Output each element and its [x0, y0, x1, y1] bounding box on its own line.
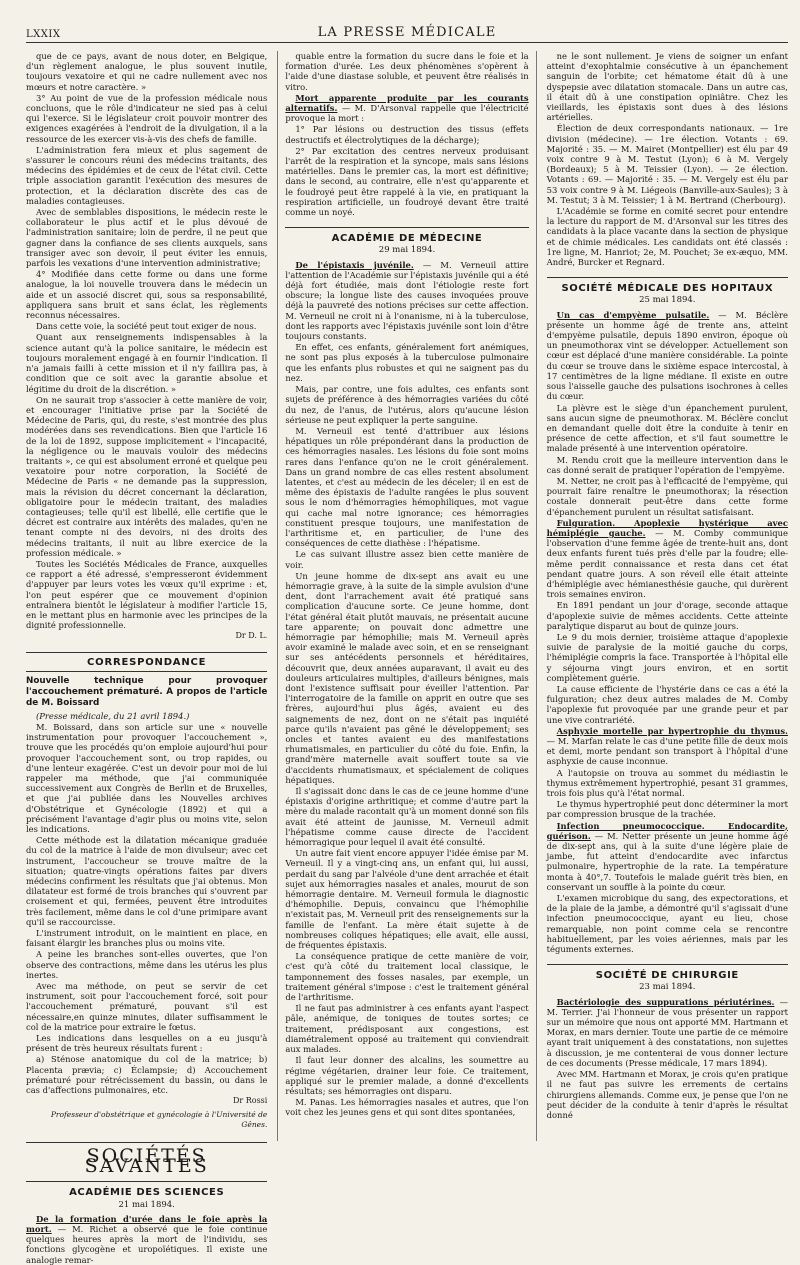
paragraph: A l'autopsie on trouva au sommet du médiastin le thymus extrêmement hypertrophié, pesant 31 grammes, trois fois plus qu'à l'état normal.: [546, 767, 788, 799]
article-lead: Mort apparente produite par les courants alternatifs.: [285, 92, 529, 114]
paragraph: quable entre la formation du sucre dans le foie et la formation d'urée. Les deux phénomènes s'opèrent à l'aide d'une diastase soluble, et peuvent être réalisés in vitro.: [285, 51, 529, 92]
article-text: — M. D'Arsonval rappelle que l'électricité provoque la mort :: [285, 103, 529, 124]
section-heading-chirurgie: SOCIÉTÉ DE CHIRURGIE: [547, 964, 788, 981]
section-heading-hopitaux: SOCIÉTÉ MÉDICALE DES HOPITAUX: [547, 277, 788, 294]
paragraph: Un jeune homme de dix-sept ans avait eu une hémorragie grave, à la suite de la simple avulsion d'une dent, dont l'arrachement avait été pratiqué sans complication d'aucune sorte. Ce jeune homme, dont l'état général était plutôt mauvais, ne présentait aucune tare apparente; on pouvait donc admettre une hémorragie par hémophilie; mais M. Verneuil après avoir examiné le malade avec soin, et en se renseignant sur ses antécédents personnels et héréditaires, découvrit que, deux années auparavant, il avait eu des douleurs articulaires multiples, d'ailleurs bénignes, mais dont l'existence suffisait pour éveiller l'attention. Par l'interrogatoire de la famille on apprit en outre que ses frères, aujourd'hui plus âgés, avaient eu des saignements de nez, dont on ne s'était pas inquiété parce qu'ils n'avaient pas gêné le développement; ses oncles et tantes avaient eu des manifestations rhumatismales, en particulier du côté du foie. Enfin, la grand'mère maternelle avait souffert toute sa vie d'accidents rhumatismaux, et spécialement de coliques hépatiques.: [285, 570, 529, 785]
paragraph: 4° Modifiée dans cette forme ou dans une forme analogue, la loi nouvelle trouvera dans le médecin un aide et un associé discret qui, sous sa responsabilité, appliquera sans bruit et sans éclat, les règlements reconnus nécessaires.: [26, 269, 268, 321]
paragraph: Cette méthode est la dilatation mécanique graduée du col de la matrice à l'aide de mon divulseur; avec cet instrument, l'accoucheur se trouve maître de la situation; quatre-vingts opérations faites par divers médecins confirment les résultats que j'ai obtenus. Mon dilatateur est formé de trois branches qui s'ouvrent par croisement et qui, fermées, peuvent être introduites très facilement, même dans le col d'une primipare avant qu'il se raccourcisse.: [26, 835, 268, 927]
paragraph: Un autre fait vient encore appuyer l'idée émise par M. Verneuil. Il y a vingt-cinq ans, un enfant qui, lui aussi, perdait du sang par l'alvéole d'une dent arrachée et était sujet aux hémorragies nasales et anales, mourut de son hémorragie dentaire. M. Verneuil formula le diagnostic d'hémophilie. Depuis, convaincu que l'hémophilie n'existait pas, M. Verneuil prit des renseignements sur la famille de l'enfant. La mère était sujette à de nombreuses coliques hépatiques; elle avait, elle aussi, de fréquentes épistaxis.: [285, 848, 529, 951]
paragraph: 3° Au point de vue de la profession médicale nous concluons, que le rôle d'indicateur ne sied pas à celui qui l'exerce. Si le législateur croit pouvoir montrer des exigences exagérées à l'endroit de la divulgation, il a la ressource de les exercer vis-à-vis des chefs de famille.: [26, 92, 268, 144]
paragraph: M. Panas. Les hémorragies nasales et autres, que l'on voit chez les jeunes gens et qui sont dites spontanées,: [285, 1097, 529, 1118]
article-text: — M. Comby communique l'observation d'une femme âgée de trente-huit ans, dont deux enfants furent tués près d'elle par la foudre; elle-même perdit connaissance et resta dans cet état pendant quatre jours. A son réveil elle était atteinte d'hémiplégie avec hémianesthésie gauche, qui durèrent trois semaines environ.: [546, 527, 788, 600]
paragraph: Il ne faut pas administrer à ces enfants ayant l'aspect pâle, anémique, de toniques de toutes sortes; ce traitement, prédisposant aux congestions, est diamétralement opposé au traitement qui conviendrait aux malades.: [285, 1003, 529, 1055]
article-text: — M. Terrier. J'ai l'honneur de vous présenter un rapport sur un mémoire que nous ont apporté MM. Hartmann et Morax, en mars dernier. Toute une partie de ce mémoire ayant trait uniquement à des constatations, non sujettes à discussion, je me contenterai de vous donner lecture de ces documents (Presse médicale, 17 mars 1894).: [546, 996, 788, 1068]
article-lead: De l'épistaxis juvénile.: [295, 259, 414, 270]
paragraph: [285, 260, 528, 342]
section-heading-correspondance: CORRESPONDANCE: [26, 652, 267, 672]
paragraph: La plèvre est le siège d'un épanchement purulent, sans aucun signe de pneumothorax. M. Béclère conclut en demandant quelle doit être la conduite à tenir en présence de cette affection, et s'il faut soumettre le malade présenté à une intervention opératoire.: [546, 402, 788, 454]
paragraph: Quant aux renseignements indispensables à la science autant qu'à la police sanitaire, le médecin est toujours moralement engagé à en fournir l'indication. Il n'a jamais failli à cette mission et il n'y faillira pas, à condition que ce soit avec la garantie absolue et légitime du droit de la discrétion. »: [26, 332, 268, 394]
signature: Dr D. L.: [235, 631, 268, 641]
paragraph: L'administration fera mieux et plus sagement de s'assurer le concours réuni des médecins traitants, des médecins des épidémies et de ceux de l'état civil. Cette triple association garantit l'exécution des mesures de protection, et la déclaration discrète des cas de maladies contagieuses.: [26, 144, 268, 206]
article-text: — M. Richet a observé que le foie continue quelques heures après la mort de l'individu, ses fonctions glycogène et uropoïétiques. Il existe une analogie remar-: [26, 1223, 268, 1265]
paragraph: Il s'agissait donc dans le cas de ce jeune homme d'une épistaxis d'origine arthritique; et comme d'autre part la mère du malade racontait qu'à un moment donné son fils avait été atteint de jaunisse, M. Verneuil admit l'hépatisme comme cause directe de l'accident hémorragique pour lequel il avait été consulté.: [285, 786, 529, 848]
article-subtitle: (Presse médicale, du 21 avril 1894.): [36, 710, 190, 721]
section-heading-sciences: ACADÉMIE DES SCIENCES: [26, 1181, 267, 1198]
page-header: [26, 22, 788, 43]
paragraph: La cause efficiente de l'hystérie dans ce cas a été la fulguration; chez deux autres malades de M. Comby l'apoplexie fut provoquée par une grande peur et par une vive contrariété.: [546, 683, 788, 725]
paragraph: Avec ma méthode, on peut se servir de cet instrument, soit pour l'accouchement forcé, soit pour l'accouchement prématuré, pouvant s'il est nécessaire,en quinze minutes, dilater suffisamment le col de la matrice pour extraire le fœtus.: [26, 981, 268, 1032]
section-heading-medecine: ACADÉMIE DE MÉDECINE: [285, 227, 528, 244]
paragraph: [547, 310, 788, 402]
paragraph: Il faut leur donner des alcalins, les soumettre au régime végétarien, drainer leur foie. Ce traitement, appliqué sur le premier malade, a donné d'excellents résultats; ses hémorragies ont disparu.: [285, 1055, 529, 1096]
paragraph: A peine les branches sont-elles ouvertes, que l'on observe des contractions, même dans les utérus les plus inertes.: [26, 949, 268, 980]
indication-list: a) Sténose anatomique du col de la matrice; b) Placenta prævia; c) Éclampsie; d) Accouchement prématuré pour rétrécissement du bassin, ou dans le cas d'affections pulmonaires, etc.: [26, 1054, 268, 1096]
paragraph: Avec de semblables dispositions, le médecin reste le collaborateur le plus actif et le plus dévoué de l'administration sanitaire; loin de perdre, il ne peut que gagner dans la confiance de ses clients auxquels, sans transiger avec son devoir, il peut éviter les ennuis, parfois les vexations d'une intervention administrative;: [26, 207, 268, 269]
page-number: LXXIX: [26, 29, 61, 40]
paragraph: M. Verneuil est tenté d'attribuer aux lésions hépatiques un rôle prépondérant dans la production de ces hémorragies nasales. Les lésions du foie sont moins rares dans l'enfance qu'on ne le croit généralement. Dans un grand nombre de cas elles restent absolument latentes, et c'est au médecin de les déceler; il en est de même des épistaxis de l'adulte rangées le plus souvent sous le nom d'hémorragies hémophiliques, mot vague qui cache mal notre ignorance; ces hémorragies constituent presque toujours, une manifestation de l'arthritisme et, en particulier, de l'une des conséquences de cette diathèse : l'hépatisme.: [285, 425, 529, 549]
paragraph: Le 9 du mois dernier, troisième attaque d'apoplexie suivie de paralysie de la moitié gauche du corps, l'hémiplégie compris la face. Transportée à l'hôpital elle y séjourna vingt jours environ, et en sortit complètement guérie.: [546, 631, 788, 683]
paragraph: Dans cette voie, la société peut tout exiger de nous.: [36, 321, 257, 332]
paragraph: M. Rendu croit que la meilleure intervention dans le cas donné serait de pratiquer l'opération de l'empyème.: [546, 454, 788, 475]
paragraph: Le thymus hypertrophié peut donc déterminer la mort par compression brusque de la trachée.: [546, 799, 788, 820]
paragraph: En effet, ces enfants, généralement fort anémiques, ne sont pas plus exposés à la tuberculose pulmonaire que les enfants plus robustes et qui ne saignent pas du nez.: [285, 342, 529, 383]
article-lead: Un cas d'empyème pulsatile.: [556, 309, 710, 320]
signature-affiliation: Professeur d'obstétrique et gynécologie à l'Université de Gênes.: [50, 1109, 268, 1129]
article-text: — M. Marfan relate le cas d'une petite fille de deux mois et demi, morte pendant son transport à l'hôpital d'une asphyxie de cause inconnue.: [546, 736, 788, 767]
article-lead: Asphyxie mortelle par hypertrophie du thymus.: [556, 725, 788, 736]
paragraph: Les indications dans lesquelles on a eu jusqu'à présent de très heureux résultats furent :: [26, 1033, 268, 1054]
article-text: — M. Netter présente un jeune homme âgé de dix-sept ans, qui à la suite d'une légère plaie de jambe, fut atteint d'endocardite avec infarctus pulmonaire, hypertrophie de la rate. La température monta à 40°,7. Toutefois le malade guérit très bien, en conservant un souffle à la pointe du cœur.: [546, 830, 788, 892]
paragraph: Avec MM. Hartmann et Morax, je crois qu'en pratique il ne faut pas suivre les errements de certains chirurgiens allemands. Comme eux, je pense que l'on ne peut décider de la conduite à tenir d'après le résultat donné: [546, 1069, 788, 1120]
paragraph: La conséquence pratique de cette manière de voir, c'est qu'à côté du traitement local classique, le tamponnement des fosses nasales, par exemple, un traitement général s'impose : c'est le traitement général de l'arthritisme.: [285, 951, 529, 1003]
column-right: [547, 51, 788, 1141]
section-date: 21 mai 1894.: [118, 1199, 175, 1210]
paragraph: On ne saurait trop s'associer à cette manière de voir, et encourager l'initiative prise par la Société de Médecine de Paris, qui, du reste, s'est montrée des plus modérées dans ses revendications. Bien que l'article 16 de la loi de 1892, suppose implicitement « l'incapacité, la négligence ou le mauvais vouloir des médecins traitants », ce qui est absolument erroné et quelque peu vexatoire pour notre corporation, la Société de Médecine de Paris « ne demande pas la suppression, mais la révision du décret concernant la déclaration, obligatoire pour le médecin traitant, des maladies contagieuses; telle qu'il est libellé, elle certifie que le décret est contraire aux intérêts des malades, qu'en ne tenant compte ni des devoirs, ni des droits des médecins traitants, il nuit au libre exercice de la profession médicale. »: [26, 394, 268, 558]
article-text: — M. Béclère présente un homme âgé de trente ans, atteint d'empyème pulsatile, depuis 1890 environ, époque où un pneumothorax vint se développer. Actuellement son cœur est déplacé d'une manière considérable. La pointe du cœur se trouve dans le sixième espace intercostal, à 17 centimètres de la ligne médiane. Il existe en outre sous l'aisselle gauche des pulsations isochrones à celles du cœur.: [546, 309, 788, 402]
paragraph: L'Académie se forme en comité secret pour entendre la lecture du rapport de M. d'Arsonval sur les titres des candidats à la place vacante dans la section de physique et de chimie médicales. Les candidats ont été classés : 1re ligne, M. Hanriot; 2e, M. Pouchet; 3e ex-æquo, MM. André, Burcker et Regnard.: [546, 206, 788, 268]
paragraph: 1° Par lésions ou destruction des tissus (effets destructifs et électrolytiques de la décharge);: [285, 124, 529, 145]
section-date: 29 mai 1894.: [378, 245, 436, 256]
article-title: Nouvelle technique pour provoquer l'accouchement prématuré. A propos de l'article de M. Boissard: [26, 675, 268, 708]
paragraph: M. Boissard, dans son article sur une « nouvelle instrumentation pour provoquer l'accouchement », trouve que les procédés qu'on emploie aujourd'hui pour provoquer l'accouchement sont, ou trop rapides, ou d'une lenteur exagérée. C'est un devoir pour moi de lui rappeler ma méthode, que j'ai communiquée successivement aux Congrès de Berlin et de Bruxelles, et que j'ai publiée dans les Nouvelles archives d'Obstétrique et Gynécologie (1892) et qui a précisément l'avantage d'agir plus ou moins vite, selon les indications.: [26, 721, 268, 835]
paragraph: [26, 1214, 267, 1265]
paragraph: Toutes les Sociétés Médicales de France, auxquelles ce rapport a été adressé, s'empresseront évidemment d'appuyer par leurs votes les vœux qu'il exprime : et, l'on peut espérer que ce mouvement d'opinion entraînera bientôt le législateur à modifier l'article 15, en le mettant plus en harmonie avec les principes de la dignité professionnelle.: [26, 558, 268, 631]
paragraph: En 1891 pendant un jour d'orage, seconde attaque d'apoplexie suivie de mêmes accidents. Cette atteinte paralytique disparut au bout de quinze jours.: [546, 600, 788, 631]
paragraph: [285, 93, 528, 124]
section-date: 23 mai 1894.: [639, 982, 696, 993]
paragraph: [547, 997, 788, 1068]
big-section-title: SOCIÉTÉS SAVANTES: [26, 1142, 267, 1171]
article-lead: De la formation d'urée dans le foie après la mort.: [26, 1213, 268, 1234]
paragraph: que de ce pays, avant de nous doter, en Belgique, d'un règlement analogue, le plus souvent inutile, toujours vexatoire et qui ne cadre nullement avec nos mœurs et notre caractère. »: [26, 51, 268, 92]
paragraph: Élection de deux correspondants nationaux. — 1re division (médecine). — 1re élection. Votants : 69. Majorité : 35. — M. Mairet (Montpellier) est élu par 49 voix contre 9 à M. Testut (Lyon); 6 à M. Vergely (Bordeaux); 5 à M. Teissier (Lyon). — 2e élection. Votants : 69. — Majorité : 35. — M. Vergely est élu par 53 voix contre 9 à M. Liégeois (Banville-aux-Saules); 3 à M. Testut; 3 à M. Teissier; 1 à M. Bertrand (Cherbourg).: [546, 123, 788, 205]
section-date: 25 mai 1894.: [639, 295, 696, 306]
paragraph: ne le sont nullement. Je viens de soigner un enfant atteint d'exophtalmie consécutive à un épanchement sanguin de l'orbite; cet hématome était dû à une dyspepsie avec dilatation stomacale. Dans un autre cas, il était dû à une constipation opiniâtre. Chez les vieillards, les épistaxis sont dues à des lésions artérielles.: [546, 51, 788, 123]
paragraph: [547, 518, 788, 600]
paragraph: M. Netter, ne croit pas à l'efficacité de l'empyème, qui pourrait faire renaître le pneumothorax; la résection costale donnerait peut-être dans cette forme d'épanchement purulent un résultat satisfaisant.: [546, 475, 788, 517]
column-left: [26, 51, 268, 1265]
article-lead: Infection pneumococcique. Endocardite, guérison.: [546, 820, 788, 841]
article-text: — M. Verneuil attire l'attention de l'Académie sur l'épistaxis juvénile qui a été déjà fort étudiée, mais dont l'étiologie reste fort obscure; la longue liste des causes invoquées prouve déjà la pauvreté des notions précises sur cette affection. M. Verneuil ne croit ni à l'onanisme, ni à la tuberculose, dont les rapports avec l'épistaxis juvénile sont loin d'être toujours constants.: [285, 259, 529, 342]
paragraph: Le cas suivant illustre assez bien cette manière de voir.: [285, 549, 529, 570]
journal-title: LA PRESSE MÉDICALE: [317, 25, 497, 40]
paragraph: L'instrument introduit, on le maintient en place, en faisant élargir les branches plus ou moins vite.: [26, 928, 268, 949]
column-middle: [277, 51, 536, 1141]
paragraph: L'examen microbique du sang, des expectorations, et de la plaie de la jambe, a démontré qu'il s'agissait d'une infection pneumococcique, ayant eu lieu, chose remarquable, non point comme cela se rencontre habituellement, par les voies aériennes, mais par les téguments externes.: [546, 893, 788, 955]
article-lead: Bactériologie des suppurations périutérines.: [556, 996, 775, 1007]
paragraph: Mais, par contre, une fois adultes, ces enfants sont sujets de préférence à des hémorragies variées du côté du nez, de l'anus, de l'utérus, alors qu'aucune lésion sérieuse ne peut expliquer la perte sanguine.: [285, 384, 529, 425]
paragraph: [547, 821, 788, 892]
paragraph: 2° Par excitation des centres nerveux produisant l'arrêt de la respiration et la syncope, mais sans lésions matérielles. Dans le premier cas, la mort est définitive; dans le second, au contraire, elle n'est qu'apparente et le foudroyé peut être rappelé à la vie, en pratiquant la respiration artificielle, un foudroyé devant être traité comme un noyé.: [285, 145, 529, 218]
paragraph: [547, 726, 788, 767]
article-lead: Fulguration. Apoplexie hystérique avec hémiplégie gauche.: [546, 517, 788, 538]
signature: Dr Rossi: [232, 1096, 268, 1106]
